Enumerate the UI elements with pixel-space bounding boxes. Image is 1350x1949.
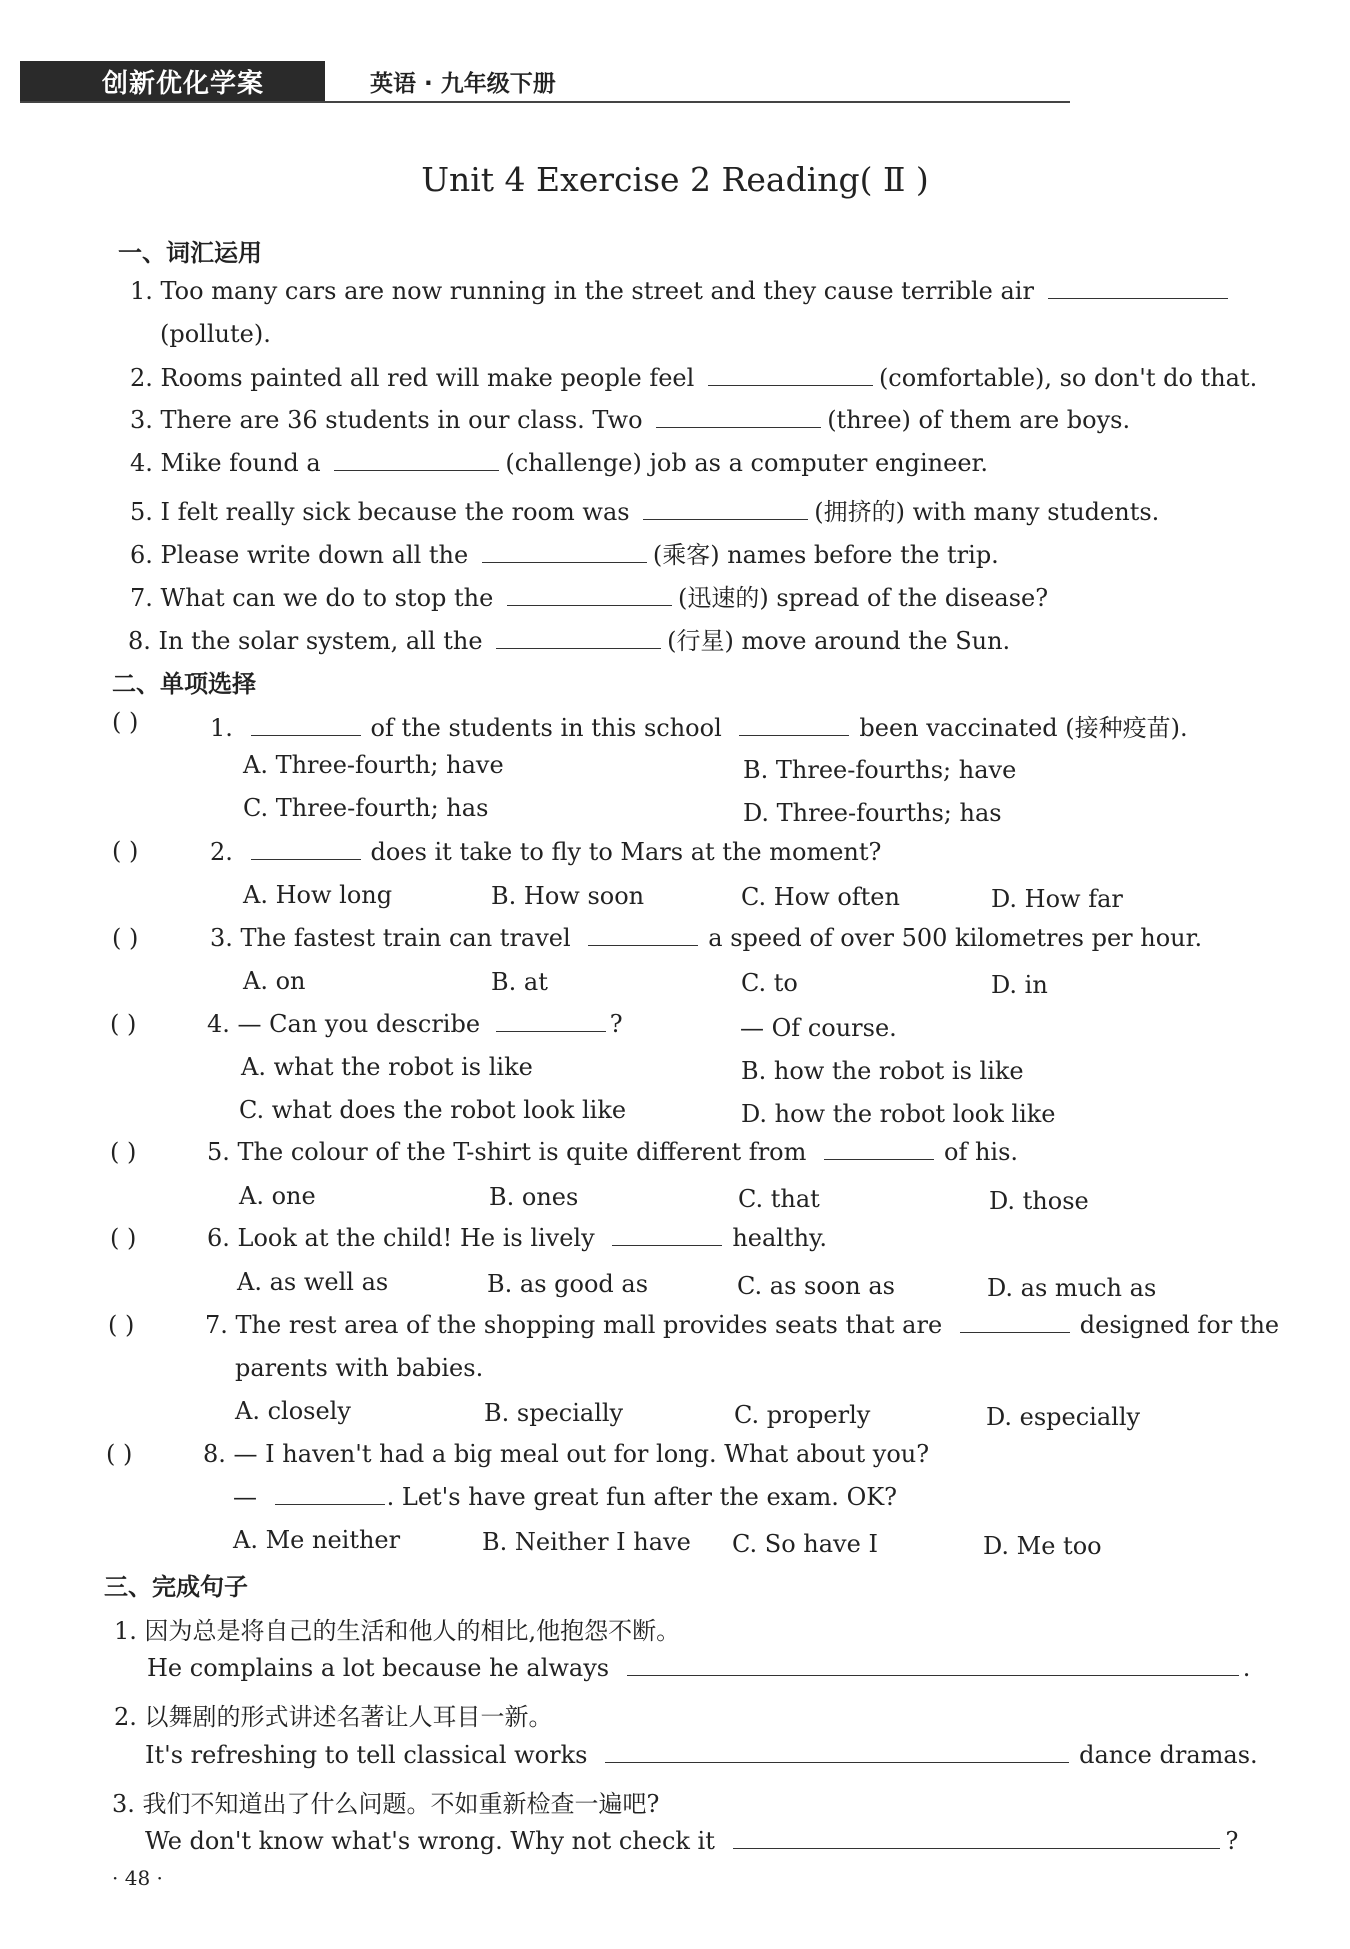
answer-blank[interactable] [334, 469, 499, 471]
answer-paren[interactable]: ( ) [110, 1010, 137, 1038]
mc-question-1: 1. of the students in this school been vaccinated (接种疫苗). [210, 714, 1188, 742]
page-title: Unit 4 Exercise 2 Reading( Ⅱ ) [421, 160, 929, 199]
answer-blank[interactable] [496, 1030, 606, 1032]
option-b[interactable]: B. Neither I have [482, 1528, 691, 1556]
option-c[interactable]: C. to [741, 969, 798, 997]
answer-blank[interactable] [739, 734, 849, 736]
complete-item-2-en: It's refreshing to tell classical works dance dramas. [145, 1741, 1258, 1769]
answer-blank[interactable] [251, 858, 361, 860]
option-b[interactable]: B. How soon [491, 882, 645, 910]
answer-blank[interactable] [824, 1158, 934, 1160]
option-d[interactable]: D. in [991, 971, 1048, 999]
option-c[interactable]: C. How often [741, 883, 900, 911]
section-heading-vocab: 一、词汇运用 [118, 239, 262, 267]
answer-paren[interactable]: ( ) [112, 708, 139, 736]
option-d[interactable]: D. How far [991, 885, 1123, 913]
option-b[interactable]: B. at [491, 968, 548, 996]
answer-blank[interactable] [275, 1503, 385, 1505]
answer-paren[interactable]: ( ) [108, 1311, 135, 1339]
vocab-item-2: 2. Rooms painted all red will make people feel (comfortable), so don't do that. [130, 364, 1258, 392]
option-a[interactable]: A. Me neither [233, 1526, 401, 1554]
mc-question-4-reply: — Of course. [740, 1014, 897, 1042]
option-d[interactable]: D. how the robot look like [741, 1100, 1056, 1128]
vocab-item-8: 8. In the solar system, all the (行星) move around the Sun. [128, 627, 1011, 655]
answer-blank[interactable] [507, 604, 672, 606]
vocab-item-3: 3. There are 36 students in our class. Two (three) of them are boys. [130, 406, 1131, 434]
complete-item-3-cn: 3. 我们不知道出了什么问题。不如重新检查一遍吧? [112, 1790, 660, 1818]
option-c[interactable]: C. what does the robot look like [239, 1096, 627, 1124]
vocab-item-7: 7. What can we do to stop the (迅速的) spread of the disease? [130, 584, 1049, 612]
mc-question-7-cont: parents with babies. [235, 1354, 484, 1382]
mc-question-4: 4. — Can you describe ? [207, 1010, 623, 1038]
answer-blank[interactable] [1048, 297, 1228, 299]
header-rule [20, 101, 1070, 103]
answer-blank[interactable] [643, 518, 808, 520]
option-b[interactable]: B. ones [489, 1183, 579, 1211]
answer-blank[interactable] [733, 1847, 1220, 1849]
answer-paren[interactable]: ( ) [106, 1440, 133, 1468]
answer-blank[interactable] [627, 1674, 1239, 1676]
answer-blank[interactable] [482, 561, 647, 563]
vocab-item-5: 5. I felt really sick because the room was (拥挤的) with many students. [130, 498, 1160, 526]
answer-paren[interactable]: ( ) [110, 1224, 137, 1252]
answer-paren[interactable]: ( ) [112, 924, 139, 952]
brand-logo: 创新优化学案 [20, 61, 325, 101]
option-d[interactable]: D. especially [986, 1403, 1141, 1431]
option-c[interactable]: C. Three-fourth; has [243, 794, 489, 822]
vocab-item-1-hint: (pollute). [160, 320, 271, 348]
answer-paren[interactable]: ( ) [112, 837, 139, 865]
option-b[interactable]: B. as good as [487, 1270, 649, 1298]
mc-question-6: 6. Look at the child! He is lively healthy. [207, 1224, 828, 1252]
option-d[interactable]: D. Me too [983, 1532, 1102, 1560]
option-a[interactable]: A. on [243, 967, 306, 995]
vocab-item-1: 1. Too many cars are now running in the street and they cause terrible air [130, 277, 1228, 305]
option-d[interactable]: D. Three-fourths; has [743, 799, 1002, 827]
answer-blank[interactable] [251, 734, 361, 736]
option-c[interactable]: C. as soon as [737, 1272, 895, 1300]
vocab-item-6: 6. Please write down all the (乘客) names before the trip. [130, 541, 999, 569]
complete-item-3-en: We don't know what's wrong. Why not check it ? [145, 1827, 1239, 1855]
page-header [20, 55, 1070, 101]
option-a[interactable]: A. as well as [237, 1268, 389, 1296]
answer-blank[interactable] [588, 944, 698, 946]
mc-question-7: 7. The rest area of the shopping mall provides seats that are designed for the [205, 1311, 1280, 1339]
option-d[interactable]: D. as much as [987, 1274, 1157, 1302]
answer-blank[interactable] [960, 1331, 1070, 1333]
mc-question-2: 2. does it take to fly to Mars at the moment? [210, 838, 882, 866]
complete-item-1-cn: 1. 因为总是将自己的生活和他人的相比,他抱怨不断。 [114, 1617, 681, 1645]
answer-blank[interactable] [708, 384, 873, 386]
mc-question-8: 8. — I haven't had a big meal out for long. What about you? [203, 1440, 930, 1468]
section-heading-choice: 二、单项选择 [112, 670, 256, 698]
option-b[interactable]: B. Three-fourths; have [743, 756, 1017, 784]
answer-paren[interactable]: ( ) [110, 1138, 137, 1166]
option-c[interactable]: C. that [738, 1185, 820, 1213]
complete-item-2-cn: 2. 以舞剧的形式讲述名著让人耳目一新。 [114, 1703, 553, 1731]
option-b[interactable]: B. specially [484, 1399, 624, 1427]
option-a[interactable]: A. one [239, 1182, 316, 1210]
option-a[interactable]: A. what the robot is like [241, 1053, 533, 1081]
vocab-item-4: 4. Mike found a (challenge) job as a computer engineer. [130, 449, 989, 477]
option-c[interactable]: C. properly [734, 1401, 871, 1429]
option-a[interactable]: A. closely [235, 1397, 351, 1425]
complete-item-1-en: He complains a lot because he always . [147, 1654, 1251, 1682]
option-d[interactable]: D. those [989, 1187, 1089, 1215]
mc-question-3: 3. The fastest train can travel a speed of over 500 kilometres per hour. [210, 924, 1203, 952]
mc-question-8-reply: — . Let's have great fun after the exam. OK? [233, 1483, 898, 1511]
page-number: · 48 · [112, 1866, 163, 1890]
section-heading-complete: 三、完成句子 [104, 1573, 248, 1601]
answer-blank[interactable] [656, 426, 821, 428]
option-a[interactable]: A. Three-fourth; have [243, 751, 504, 779]
mc-question-5: 5. The colour of the T-shirt is quite different from of his. [207, 1138, 1019, 1166]
option-c[interactable]: C. So have I [732, 1530, 878, 1558]
option-b[interactable]: B. how the robot is like [741, 1057, 1024, 1085]
answer-blank[interactable] [605, 1761, 1069, 1763]
subject-label: 英语 · 九年级下册 [370, 71, 556, 97]
option-a[interactable]: A. How long [243, 881, 393, 909]
answer-blank[interactable] [496, 647, 661, 649]
answer-blank[interactable] [612, 1244, 722, 1246]
